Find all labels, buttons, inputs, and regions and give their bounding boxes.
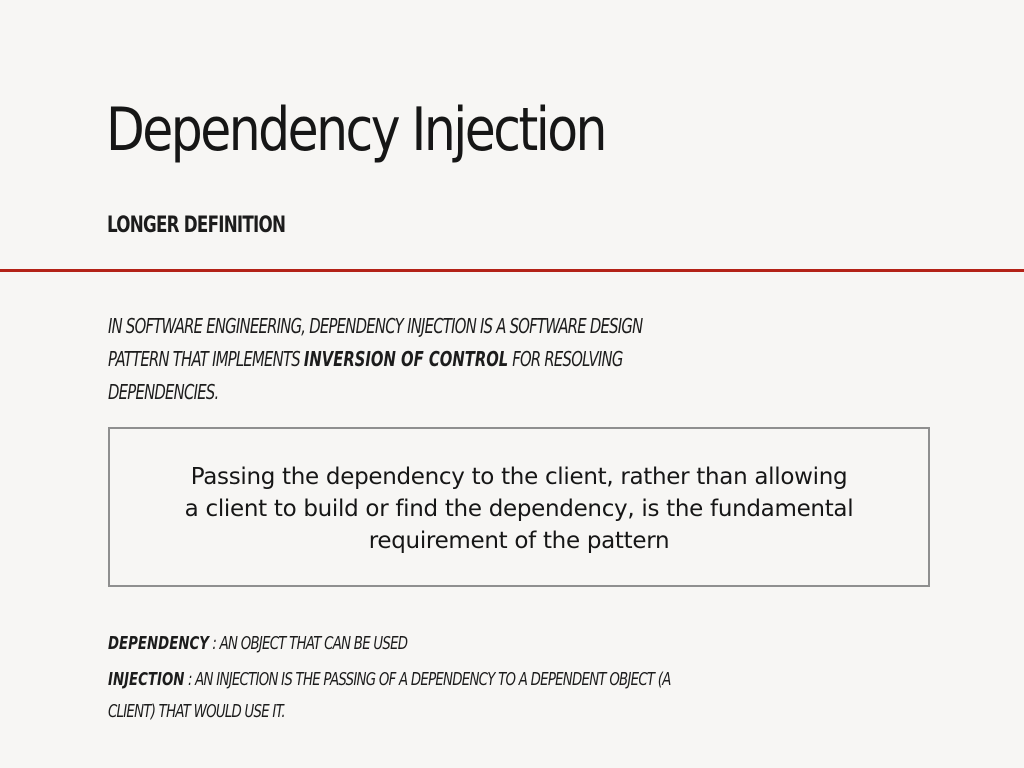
accent-divider	[0, 269, 1024, 272]
definition-quote-box	[108, 427, 930, 587]
term-definitions	[108, 628, 848, 728]
quote-line-3: requirement of the pattern	[368, 528, 670, 554]
intro-line-1: IN SOFTWARE ENGINEERING, DEPENDENCY INJECTION IS A SOFTWARE DESIGN	[108, 314, 643, 338]
intro-line-2-end: FOR RESOLVING	[508, 347, 623, 371]
term-dependency: DEPENDENCY	[108, 633, 209, 654]
slide-subtitle: LONGER DEFINITION	[107, 213, 286, 238]
quote-line-2: a client to build or find the dependency, is the fundamental	[184, 496, 854, 522]
slide-title: Dependency Injection	[106, 95, 605, 165]
intro-paragraph	[108, 310, 848, 409]
inversion-of-control-emphasis: INVERSION OF CONTROL	[303, 347, 509, 371]
intro-line-2	[108, 343, 848, 376]
quote-text	[110, 461, 928, 557]
intro-line-2-start: PATTERN THAT IMPLEMENTS	[108, 347, 304, 371]
definition-injection-continued: CLIENT) THAT WOULD USE IT.	[108, 701, 285, 722]
quote-line-1: Passing the dependency to the client, rather than allowing	[190, 464, 848, 490]
definition-injection	[108, 664, 848, 696]
intro-line-3: DEPENDENCIES.	[108, 380, 219, 404]
definition-dependency-text: : AN OBJECT THAT CAN BE USED	[208, 633, 408, 654]
term-injection: INJECTION	[108, 669, 185, 690]
definition-dependency	[108, 628, 848, 660]
definition-injection-text: : AN INJECTION IS THE PASSING OF A DEPENDENCY TO A DEPENDENT OBJECT (A	[184, 669, 671, 690]
